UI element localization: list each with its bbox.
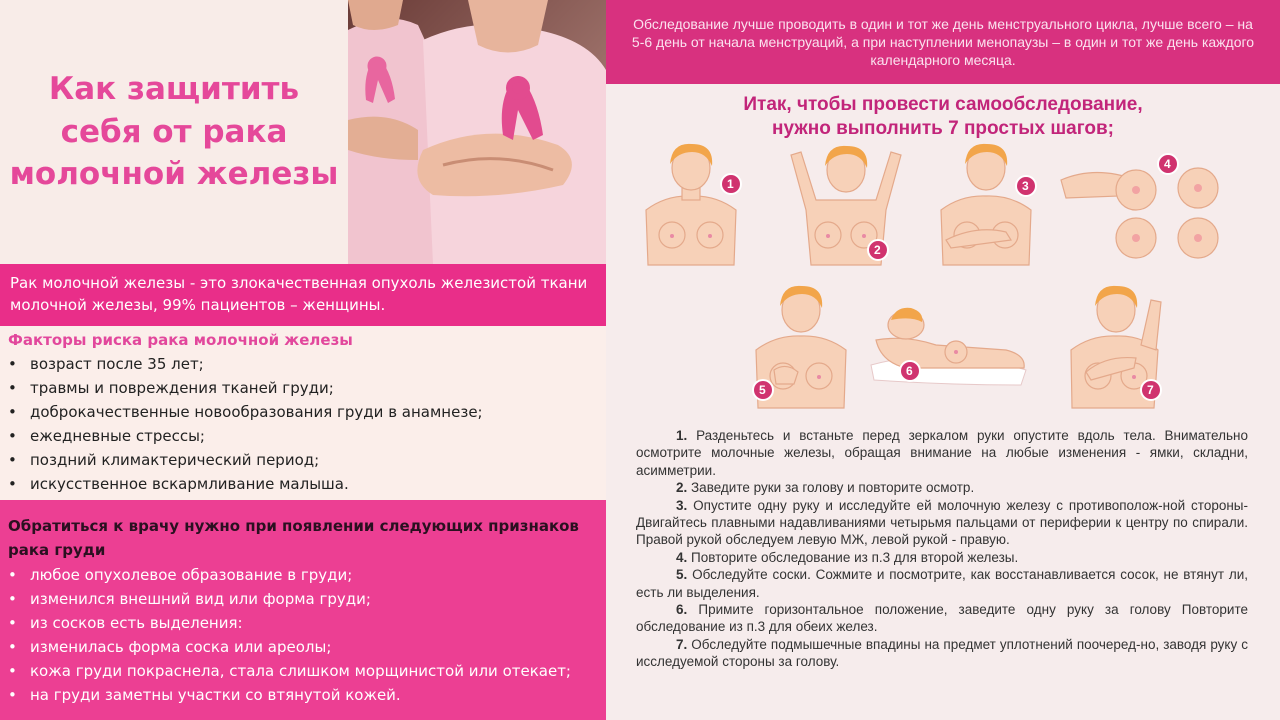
svg-text:6: 6: [906, 364, 913, 378]
instruction-step: 4. Повторите обследование из п.3 для второй железы.: [676, 549, 1019, 565]
symptoms-list: [8, 563, 596, 707]
timing-text: Обследование лучше проводить в один и тот же день менструального цикла, лучше всего – на 5-6 день от начала менструаций, а при наступлении менопаузы – в один и тот же день каждого календарного месяца.: [631, 15, 1255, 69]
instruction-step: 3. Опустите одну руку и исследуйте ей молочную железу с противополож-ной стороны- Двигайтесь плавными надавливаниями четырьмя пальцами от периферии к центру по спирали. Правой рукой обследуем левую МЖ, левой рукой - правую.: [636, 497, 1248, 548]
list-item: • изменился внешний вид или форма груди;: [8, 587, 596, 611]
instruction-step: 7. Обследуйте подмышечные впадины на предмет уплотнений поочеред-но, заводя руку с исследуемой стороны за голову.: [636, 636, 1248, 670]
awareness-photo: [348, 0, 606, 264]
svg-text:2: 2: [874, 243, 881, 257]
step-3-figure: [941, 144, 1031, 265]
svg-text:1: 1: [727, 177, 734, 191]
right-column: [606, 0, 1280, 720]
svg-text:5: 5: [759, 383, 766, 397]
definition-text: Рак молочной железы - это злокачественная опухоль железистой ткани молочной железы, 99% пациентов – женщины.: [10, 274, 588, 314]
list-item: • искусственное вскармливание малыша.: [8, 472, 596, 496]
pink-ribbon-photo: [348, 0, 606, 264]
list-item: • травмы и повреждения тканей груди;: [8, 376, 596, 400]
list-item: • на груди заметны участки со втянутой кожей.: [8, 683, 596, 707]
instruction-step: 2. Заведите руки за голову и повторите осмотр.: [676, 480, 975, 496]
definition-panel: [0, 264, 606, 326]
step-badge: [1016, 176, 1036, 196]
see-doctor-panel: [0, 500, 606, 720]
step-6-figure: [871, 308, 1026, 385]
left-column: [0, 0, 606, 720]
steps-title: [606, 93, 1280, 141]
steps-title-line2: нужно выполнить 7 простых шагов;: [771, 117, 1115, 139]
step-badge: [721, 174, 741, 194]
timing-banner: [606, 0, 1280, 84]
risk-factors-heading: Факторы риска рака молочной железы: [8, 331, 353, 349]
instruction-step: 6. Примите горизонтальное положение, заведите одну руку за голову Повторите обследование из п.3 для обеих желез.: [636, 602, 1248, 635]
instructions: [636, 427, 1248, 671]
step-badge: [868, 240, 888, 260]
list-item: • кожа груди покраснела, стала слишком морщинистой или отекает;: [8, 659, 596, 683]
page-title: Как защитить себя от рака молочной железы: [9, 70, 339, 193]
svg-text:7: 7: [1147, 383, 1154, 397]
svg-text:3: 3: [1022, 179, 1029, 193]
self-exam-illustration: [606, 140, 1280, 420]
list-item: • изменилась форма соска или ареолы;: [8, 635, 596, 659]
list-item: • ежедневные стрессы;: [8, 424, 596, 448]
step-4-figure: [1061, 168, 1218, 258]
instruction-step: 1. Разденьтесь и встаньте перед зеркалом руки опустите вдоль тела. Внимательно осмотрите молочные железы, обращая внимание на любые изменения - ямки, складни, асимметрии.: [636, 428, 1248, 478]
svg-text:4: 4: [1164, 157, 1171, 171]
risk-factors-panel: [0, 326, 606, 500]
step-badge: [1141, 380, 1161, 400]
instruction-step: 5. Обследуйте соски. Сожмите и посмотрите, как восстанавливается сосок, не втянут ли, есть ли выделения.: [636, 567, 1248, 600]
risk-factors-list: [8, 352, 596, 496]
step-1-figure: [646, 144, 736, 265]
list-item: • любое опухолевое образование в груди;: [8, 563, 596, 587]
list-item: • возраст после 35 лет;: [8, 352, 596, 376]
see-doctor-heading: Обратиться к врачу нужно при появлении следующих признаков рака груди: [8, 517, 579, 559]
list-item: • поздний климактерический период;: [8, 448, 596, 472]
step-badge: [753, 380, 773, 400]
steps-title-line1: Итак, чтобы провести самообследование,: [743, 94, 1143, 115]
step-badge: [1158, 154, 1178, 174]
list-item: • доброкачественные новообразования груди в анамнезе;: [8, 400, 596, 424]
step-badge: [900, 361, 920, 381]
title-panel: [0, 0, 348, 264]
list-item: • из сосков есть выделения:: [8, 611, 596, 635]
